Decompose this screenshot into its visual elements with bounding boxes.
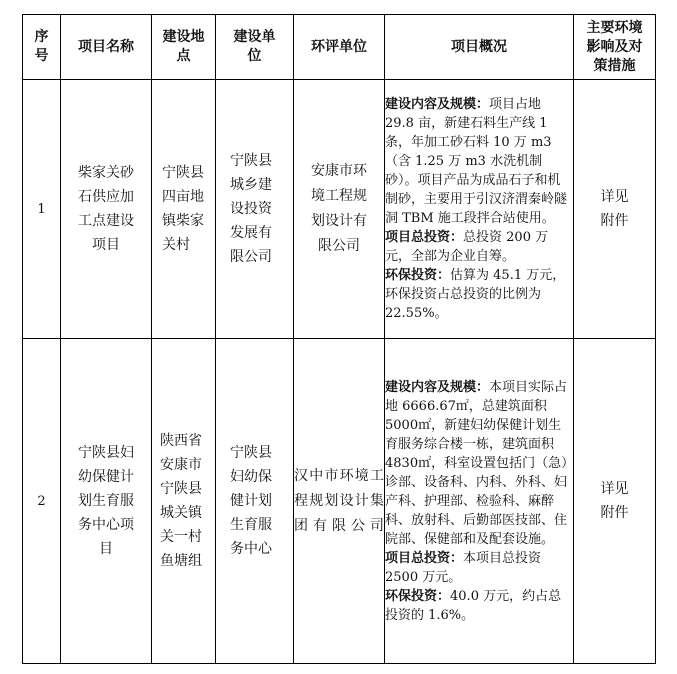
overview-scale-text: 项目占地 29.8 亩，新建石料生产线 1 条，年加工砂石料 10 万 m3（含 1.25 万 m3 水洗机制砂）。项目产品为成品石子和机制砂，主要用于引汉济渭秦岭隧洞 TBM 施工段拌合站使用。: [385, 97, 568, 226]
row-eia: 安康市环境工程规划设计有限公司: [294, 80, 385, 339]
row-location: 陕西省安康市宁陕县城关镇关一村鱼塘组: [152, 339, 216, 664]
overview-invest: [385, 228, 573, 266]
overview-invest-text: 本项目总投资 2500 万元。: [385, 550, 542, 585]
overview-scale: [385, 378, 573, 549]
overview-env-text: 估算为 45.1 万元，环保投资占总投资的比例为 22.55%。: [385, 268, 566, 321]
row-name: 宁陕县妇幼保健计划生育服务中心项目: [61, 339, 152, 664]
overview-env-label: 环保投资：: [385, 588, 451, 604]
row-seq: 1: [23, 80, 61, 339]
header-name: 项目名称: [61, 15, 152, 80]
project-table: [22, 14, 656, 664]
overview-scale-text: 本项目实际占地 6666.67㎡，总建筑面积 5000㎡，新建妇幼保健计划生育服务综合楼一栋，建筑面积 4830㎡，科室设置包括门（急）诊部、设备科、内科、外科、妇产科、护理部、检验科、麻醉科、放射科、后勤部医技部、住院部、保健部和及配套设施。: [385, 379, 568, 547]
row-unit: 宁陕县妇幼保健计划生育服务中心: [216, 339, 294, 664]
overview-env-text: 40.0 万元，约占总投资的 1.6%。: [385, 588, 562, 623]
header-row: [23, 15, 656, 80]
header-eia: 环评单位: [294, 15, 385, 80]
header-overview: 项目概况: [385, 15, 574, 80]
row-overview: [385, 80, 574, 339]
row-measures: 详见附件: [574, 80, 656, 339]
row-overview: [385, 339, 574, 664]
header-location: 建设地点: [152, 15, 216, 80]
row-name: 柴家关砂石供应加工点建设项目: [61, 80, 152, 339]
overview-invest-label: 项目总投资：: [385, 230, 464, 245]
row-eia: 汉中市环境工程规划设计集团有限公司: [294, 339, 385, 664]
overview-invest-text: 总投资 200 万元，全部为企业自筹。: [385, 230, 549, 264]
row-unit: 宁陕县城乡建设投资发展有限公司: [216, 80, 294, 339]
row-seq: 2: [23, 339, 61, 664]
overview-scale: [385, 95, 573, 228]
overview-env: [385, 266, 573, 323]
header-seq: 序号: [23, 15, 61, 80]
overview-scale-label: 建设内容及规模：: [385, 379, 490, 395]
row-measures: 详见附件: [574, 339, 656, 664]
row-location: 宁陕县四亩地镇柴家关村: [152, 80, 216, 339]
header-unit: 建设单位: [216, 15, 294, 80]
table-row: [23, 339, 656, 664]
table-row: [23, 80, 656, 339]
overview-scale-label: 建设内容及规模：: [385, 97, 490, 112]
overview-invest: [385, 549, 573, 587]
header-measures: 主要环境影响及对策措施: [574, 15, 656, 80]
overview-env-label: 环保投资：: [385, 268, 451, 283]
overview-env: [385, 587, 573, 625]
overview-invest-label: 项目总投资：: [385, 550, 464, 566]
